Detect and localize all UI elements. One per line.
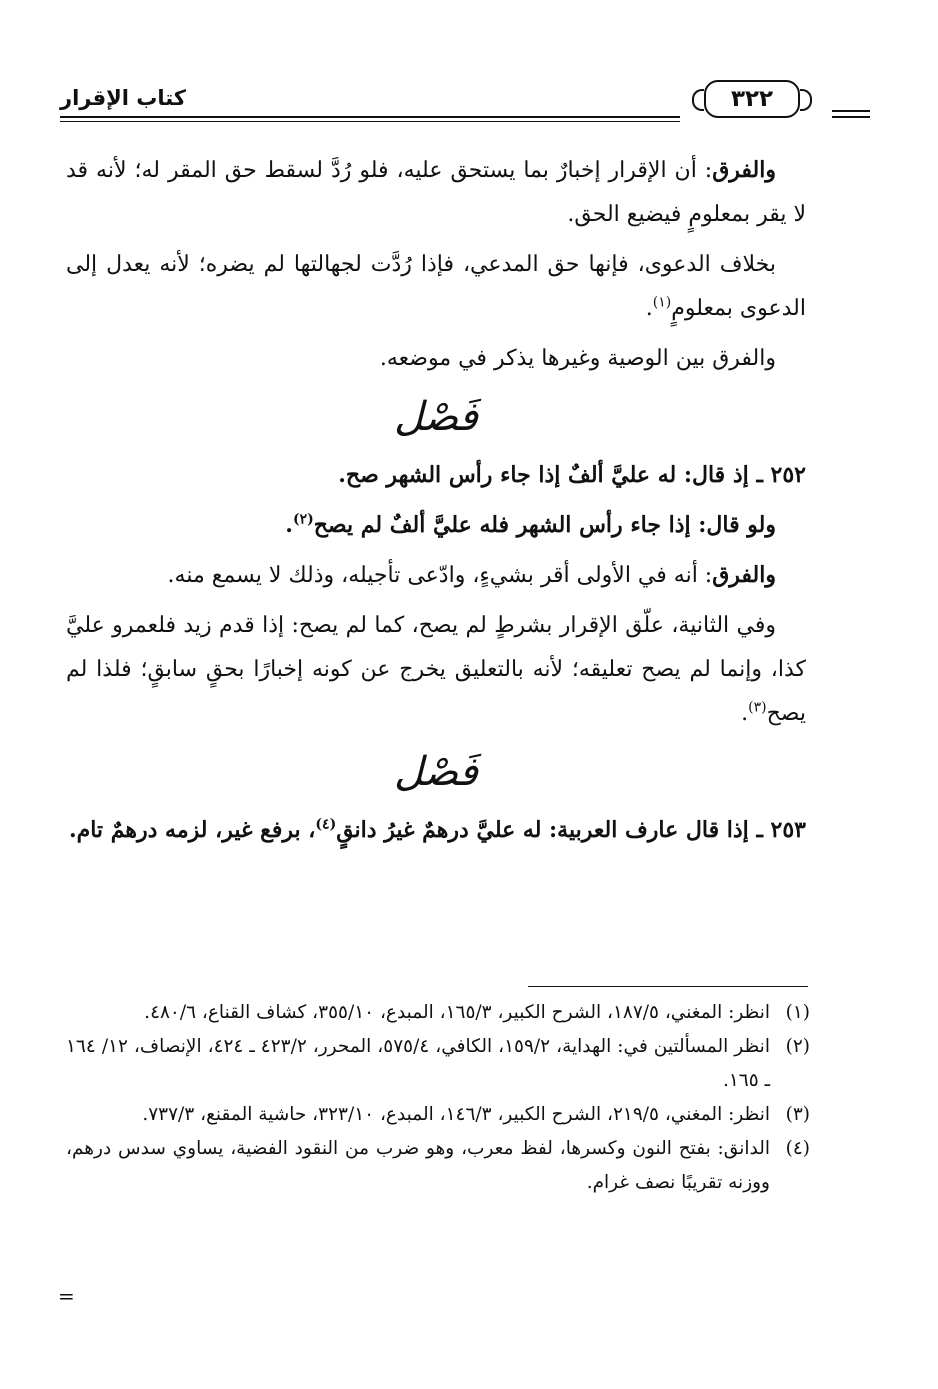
section-heading: فَصْل <box>393 749 479 795</box>
paragraph-text: : أن الإقرار إخبارٌ بما يستحق عليه، فلو رُدَّ لسقط حق المقر له؛ لأنه قد لا يقر بمعلومٍ فيضيع الحق. <box>66 158 806 227</box>
footnotes <box>66 996 810 1200</box>
term-label: والفرق <box>712 562 776 588</box>
page-number: ٣٢٢ <box>704 80 800 118</box>
paragraph: بخلاف الدعوى، فإنها حق المدعي، فإذا رُدَّت لجهالتها لم يضره؛ لأنه يعدل إلى الدعوى بمعلومٍ$^{(١)}$. <box>66 252 806 321</box>
running-title: كتاب الإقرار <box>60 86 187 110</box>
paragraph-text: ، برفع غير، لزمه درهمٌ تام. <box>68 817 316 843</box>
paragraph-text: ولو قال: إذا جاء رأس الشهر فله عليَّ ألفٌ لم يصح <box>313 512 776 538</box>
footnote-number: (١) <box>785 1002 810 1023</box>
footnote-text: انظر: المغني، ٢١٩/٥، الشرح الكبير، ١٤٦/٣، المبدع، ٣٢٣/١٠، حاشية المقنع، ٧٣٧/٣. <box>142 1104 770 1125</box>
paragraph: ولو قال: إذا جاء رأس الشهر فله عليَّ ألفٌ لم يصح$^{(٢)}$. <box>285 511 776 538</box>
paragraph-text: : أنه في الأولى أقر بشيءٍ، وادّعى تأجيله، وذلك لا يسمع منه. <box>167 563 713 588</box>
footnote-text: انظر المسألتين في: الهداية، ١٥٩/٢، الكافي، ٥٧٥/٤، المحرر، ٤٢٣/٢ ـ ٤٢٤، الإنصاف، ١٢/ ١٦٤ ـ ١٦٥. <box>66 1036 770 1091</box>
footnote-number: (٢) <box>785 1036 810 1057</box>
footnote-text: الدانق: بفتح النون وكسرها، لفظ معرب، وهو ضرب من النقود الفضية، يساوي سدس درهم، ووزنه تقريبًا نصف غرام. <box>66 1138 770 1193</box>
footnote-separator <box>528 986 808 987</box>
header-rule-right-2 <box>832 116 870 118</box>
section-heading: فَصْل <box>393 394 479 440</box>
paragraph-text: إذ قال: له عليَّ ألفٌ إذا جاء رأس الشهر صح. <box>338 462 749 488</box>
numbered-issue <box>66 808 806 852</box>
footnote <box>66 1098 810 1132</box>
footnote-number: (٤) <box>785 1138 810 1159</box>
footnote-ref[interactable]: (٣) <box>748 699 767 716</box>
issue-number: ٢٥٢ ـ <box>756 462 806 488</box>
page-header <box>60 80 870 126</box>
issue-number: ٢٥٣ ـ <box>756 817 806 843</box>
main-text <box>66 148 806 858</box>
paragraph-text: إذا قال عارف العربية: له عليَّ درهمٌ غيرُ دانقٍ <box>336 817 749 843</box>
paragraph-text: بخلاف الدعوى، فإنها حق المدعي، فإذا رُدَّت لجهالتها لم يضره؛ لأنه يعدل إلى الدعوى بمعلومٍ <box>66 252 806 321</box>
footnote-ref[interactable]: (٤) <box>315 816 337 833</box>
paragraph <box>66 337 806 381</box>
paragraph <box>66 553 806 598</box>
footnote <box>66 1132 810 1200</box>
footnote <box>66 996 810 1030</box>
footnote-ref[interactable]: (٢) <box>292 511 314 528</box>
continuation-mark: = <box>58 1284 75 1308</box>
footnote <box>66 1030 810 1098</box>
header-rule-right <box>832 110 870 112</box>
footnote-number: (٣) <box>785 1104 810 1125</box>
footnote-ref[interactable]: (١) <box>652 294 672 311</box>
paragraph <box>66 148 806 237</box>
paragraph: وفي الثانية، علّق الإقرار بشرطٍ لم يصح، كما لم يصح: إذا قدم زيد فلعمرو عليَّ كذا، وإنما لم يصح تعليقه؛ لأنه بالتعليق يخرج عن كونه إخبارًا بحقٍ سابقٍ؛ فلذا لم يصح$^{(٣)}$. <box>66 613 806 726</box>
footnote-text: انظر: المغني، ١٨٧/٥، الشرح الكبير، ١٦٥/٣، المبدع، ٣٥٥/١٠، كشاف القناع، ٤٨٠/٦. <box>144 1002 770 1023</box>
header-rule-thin <box>60 121 680 122</box>
paragraph-text: وفي الثانية، علّق الإقرار بشرطٍ لم يصح، كما لم يصح: إذا قدم زيد فلعمرو عليَّ كذا، وإنما لم يصح تعليقه؛ لأنه بالتعليق يخرج عن كونه إخبارًا بحقٍ سابقٍ؛ فلذا لم يصح <box>66 613 806 726</box>
header-rule <box>60 116 680 118</box>
numbered-issue <box>66 453 806 497</box>
term-label: والفرق <box>712 157 776 183</box>
paragraph-text: والفرق بين الوصية وغيرها يذكر في موضعه. <box>379 346 776 371</box>
